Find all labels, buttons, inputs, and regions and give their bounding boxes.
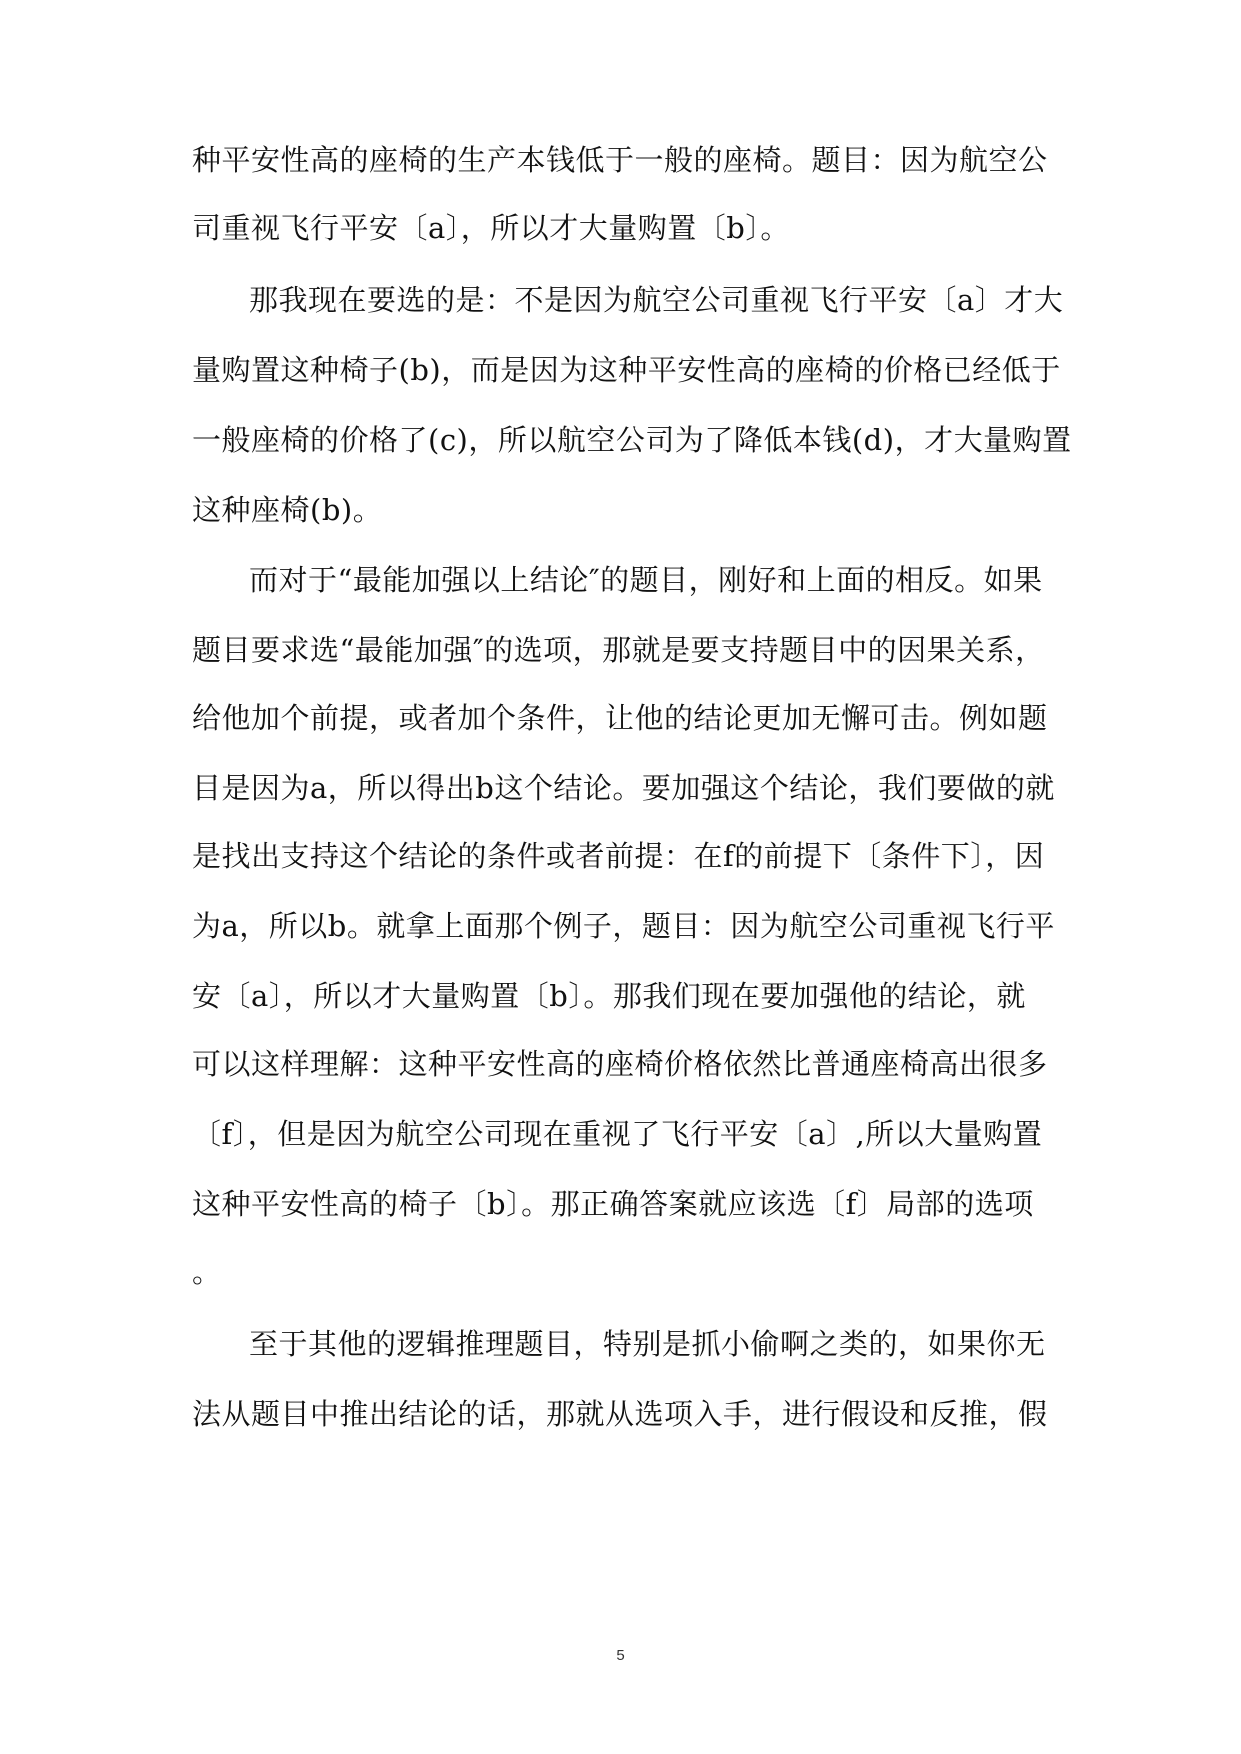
paragraph-first-line: 而对于“最能加强以上结论″的题目，刚好和上面的相反。如果 — [249, 563, 1043, 597]
text-line: 这种平安性高的椅子〔b〕。那正确答案就应该选〔f〕局部的选项 — [192, 1187, 1034, 1221]
page-number: 5 — [616, 1647, 625, 1664]
text-line: 目是因为a，所以得出b这个结论。要加强这个结论，我们要做的就 — [192, 771, 1055, 805]
text-line: 。 — [192, 1255, 222, 1289]
text-line: 法从题目中推出结论的话，那就从选项入手，进行假设和反推，假 — [192, 1397, 1048, 1431]
text-line: 是找出支持这个结论的条件或者前提：在f的前提下〔条件下〕，因 — [192, 839, 1045, 873]
text-line: 司重视飞行平安〔a〕，所以才大量购置〔b〕。 — [192, 211, 790, 245]
paragraph-first-line: 那我现在要选的是：不是因为航空公司重视飞行平安〔a〕才大 — [249, 283, 1064, 317]
text-line: 可以这样理解：这种平安性高的座椅价格依然比普通座椅高出很多 — [192, 1047, 1048, 1081]
text-line: 安〔a〕，所以才大量购置〔b〕。那我们现在要加强他的结论，就 — [192, 979, 1026, 1013]
text-line: 量购置这种椅子(b)，而是因为这种平安性高的座椅的价格已经低于 — [192, 353, 1061, 387]
text-line: 这种座椅(b)。 — [192, 493, 383, 527]
text-line: 为a，所以b。就拿上面那个例子，题目：因为航空公司重视飞行平 — [192, 909, 1055, 943]
paragraph-first-line: 至于其他的逻辑推理题目，特别是抓小偷啊之类的，如果你无 — [249, 1327, 1046, 1361]
text-line: 给他加个前提，或者加个条件，让他的结论更加无懈可击。例如题 — [192, 701, 1048, 735]
text-line: 题目要求选“最能加强″的选项，那就是要支持题目中的因果关系， — [192, 633, 1045, 667]
text-line: 〔f〕，但是因为航空公司现在重视了飞行平安〔a〕,所以大量购置 — [192, 1117, 1043, 1151]
text-line: 种平安性高的座椅的生产本钱低于一般的座椅。题目：因为航空公 — [192, 143, 1048, 177]
text-line: 一般座椅的价格了(c)，所以航空公司为了降低本钱(d)，才大量购置 — [192, 423, 1072, 457]
